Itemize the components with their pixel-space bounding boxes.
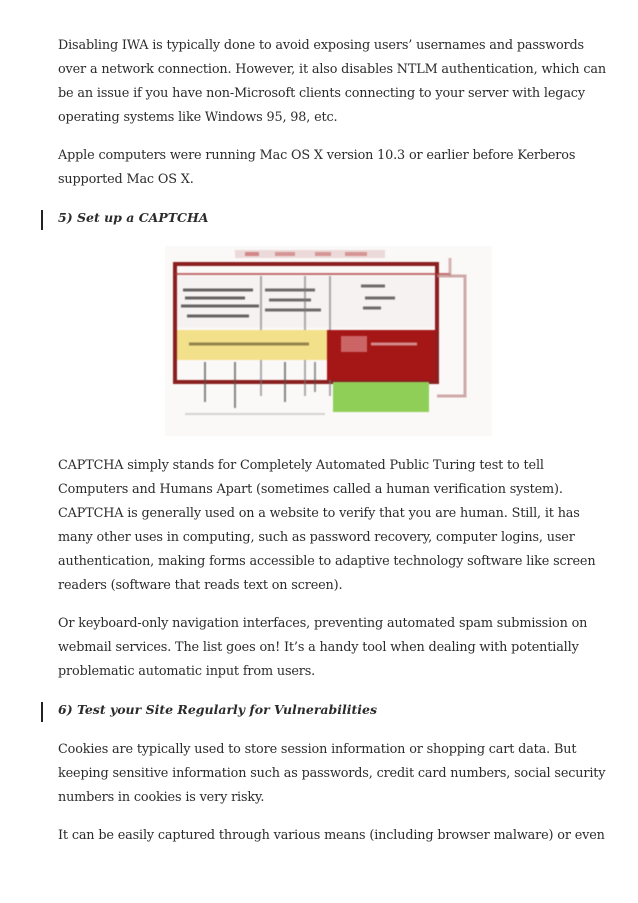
- diagram-header-mark-4: [345, 252, 367, 256]
- heading-accent-bar: [41, 702, 43, 722]
- paragraph-cookies: Cookies are typically used to store session information or shopping cart data. But keeping sensitive information such as passwords, credit card numbers, social security numbers in cookies is very risky.: [58, 742, 606, 805]
- captcha-diagram-image: [165, 246, 492, 436]
- diagram-header-mark-1: [245, 252, 259, 256]
- section-heading-captcha: [58, 206, 606, 230]
- section-heading-captcha-text: 5) Set up a CAPTCHA: [58, 210, 209, 225]
- heading-accent-bar: [41, 210, 43, 230]
- diagram-green-block: [333, 382, 429, 412]
- section-heading-test-site: [58, 698, 606, 722]
- diagram-right-bracket: [437, 276, 465, 396]
- article-body: [58, 34, 606, 862]
- paragraph-captcha-uses: Or keyboard-only navigation interfaces, preventing automated spam submission on webmail services. The list goes on! It’s a handy tool when dealing with potentially problematic automatic input from users.: [58, 616, 588, 679]
- diagram-red-inner: [341, 336, 367, 352]
- diagram-header-mark-2: [275, 252, 295, 256]
- paragraph-capture: It can be easily captured through various means (including browser malware) or even: [58, 828, 605, 843]
- diagram-header-mark-3: [315, 252, 331, 256]
- paragraph-captcha-definition: CAPTCHA simply stands for Completely Automated Public Turing test to tell Computers and Humans Apart (sometimes called a human verification system). CAPTCHA is generally used on a website to verify that you are human. Still, it has many other uses in computing, such as password recovery, computer logins, user authentication, making forms accessible to adaptive technology software like screen readers (software that reads text on screen).: [58, 458, 596, 593]
- paragraph-iwa: Disabling IWA is typically done to avoid exposing users’ usernames and passwords over a network connection. However, it also disables NTLM authentication, which can be an issue if you have non-Microsoft clients connecting to your server with legacy operating systems like Windows 95, 98, etc.: [58, 38, 606, 125]
- paragraph-mac-os: Apple computers were running Mac OS X version 10.3 or earlier before Kerberos supported Mac OS X.: [58, 148, 576, 187]
- section-heading-test-site-text: 6) Test your Site Regularly for Vulnerabilities: [58, 702, 378, 717]
- figure-container: [58, 246, 606, 436]
